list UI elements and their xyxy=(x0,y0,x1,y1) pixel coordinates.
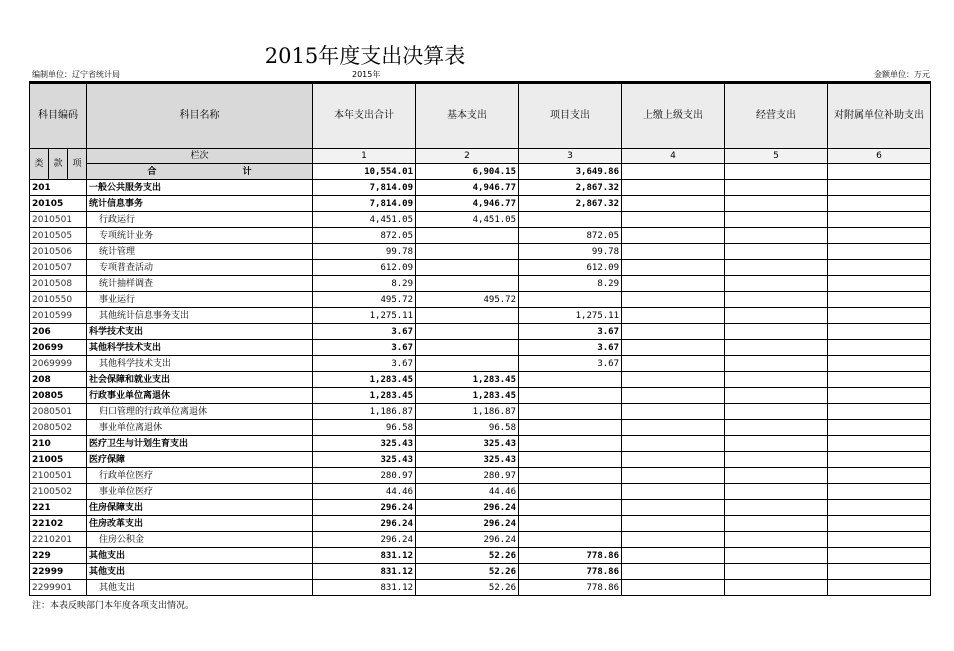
row-name: 科学技术支出 xyxy=(87,324,313,340)
row-total: 325.43 xyxy=(313,452,416,468)
row-total: 612.09 xyxy=(313,260,416,276)
row-project xyxy=(519,292,622,308)
row-business xyxy=(725,452,828,468)
table-row xyxy=(30,244,931,260)
table-row xyxy=(30,452,931,468)
prepared-by-label: 编制单位：辽宁省统计局 xyxy=(32,70,120,79)
row-business xyxy=(725,228,828,244)
row-subsidy xyxy=(828,244,931,260)
row-name: 住房改革支出 xyxy=(87,516,313,532)
row-business xyxy=(725,500,828,516)
row-name: 行政运行 xyxy=(87,212,313,228)
table-row xyxy=(30,420,931,436)
row-business xyxy=(725,260,828,276)
row-total: 325.43 xyxy=(313,436,416,452)
row-name: 专项普查活动 xyxy=(87,260,313,276)
header-code: 科目编码 xyxy=(30,83,87,149)
row-basic: 52.26 xyxy=(416,580,519,596)
row-business xyxy=(725,436,828,452)
row-code: 2010505 xyxy=(30,228,87,244)
row-upper xyxy=(622,212,725,228)
header-subsidy: 对附属单位补助支出 xyxy=(828,83,931,149)
row-business xyxy=(725,324,828,340)
row-basic xyxy=(416,244,519,260)
row-name: 专项统计业务 xyxy=(87,228,313,244)
row-business xyxy=(725,292,828,308)
row-total: 7,814.09 xyxy=(313,196,416,212)
row-project: 872.05 xyxy=(519,228,622,244)
row-business xyxy=(725,420,828,436)
row-name: 事业单位医疗 xyxy=(87,484,313,500)
row-subsidy xyxy=(828,500,931,516)
row-code: 2010599 xyxy=(30,308,87,324)
table-row xyxy=(30,196,931,212)
row-upper xyxy=(622,196,725,212)
row-basic: 52.26 xyxy=(416,564,519,580)
row-business xyxy=(725,484,828,500)
row-upper xyxy=(622,404,725,420)
row-project xyxy=(519,500,622,516)
row-subsidy xyxy=(828,324,931,340)
row-name: 其他支出 xyxy=(87,564,313,580)
row-name: 行政事业单位离退休 xyxy=(87,388,313,404)
row-subsidy xyxy=(828,292,931,308)
row-business xyxy=(725,548,828,564)
row-business xyxy=(725,308,828,324)
row-upper xyxy=(622,436,725,452)
row-project: 3.67 xyxy=(519,356,622,372)
row-name: 归口管理的行政单位离退休 xyxy=(87,404,313,420)
row-upper xyxy=(622,372,725,388)
row-name: 住房公积金 xyxy=(87,532,313,548)
row-code: 20105 xyxy=(30,196,87,212)
row-basic xyxy=(416,260,519,276)
row-subsidy xyxy=(828,484,931,500)
row-name: 住房保障支出 xyxy=(87,500,313,516)
row-basic: 325.43 xyxy=(416,436,519,452)
header-business: 经营支出 xyxy=(725,83,828,149)
row-business xyxy=(725,372,828,388)
table-row xyxy=(30,308,931,324)
total-row xyxy=(30,164,931,180)
table-row xyxy=(30,324,931,340)
row-total: 44.46 xyxy=(313,484,416,500)
row-code: 201 xyxy=(30,180,87,196)
total-business xyxy=(725,164,828,180)
table-row xyxy=(30,356,931,372)
row-code: 2299901 xyxy=(30,580,87,596)
row-basic xyxy=(416,324,519,340)
row-name: 统计信息事务 xyxy=(87,196,313,212)
header-upper: 上缴上级支出 xyxy=(622,83,725,149)
row-total: 296.24 xyxy=(313,500,416,516)
row-project: 3.67 xyxy=(519,340,622,356)
row-upper xyxy=(622,420,725,436)
row-code: 20805 xyxy=(30,388,87,404)
column-index-4: 4 xyxy=(622,149,725,164)
row-total: 831.12 xyxy=(313,564,416,580)
row-upper xyxy=(622,180,725,196)
row-code: 206 xyxy=(30,324,87,340)
table-row xyxy=(30,580,931,596)
row-project: 778.86 xyxy=(519,564,622,580)
row-subsidy xyxy=(828,228,931,244)
table-row xyxy=(30,404,931,420)
total-label-b: 计 xyxy=(242,166,252,177)
column-index-label: 栏次 xyxy=(87,149,313,164)
row-code: 2080502 xyxy=(30,420,87,436)
row-subsidy xyxy=(828,468,931,484)
column-index-1: 1 xyxy=(313,149,416,164)
row-subsidy xyxy=(828,420,931,436)
row-total: 872.05 xyxy=(313,228,416,244)
header-name: 科目名称 xyxy=(87,83,313,149)
table-row xyxy=(30,436,931,452)
row-code: 22102 xyxy=(30,516,87,532)
table-row xyxy=(30,468,931,484)
row-code: 2010506 xyxy=(30,244,87,260)
row-total: 8.29 xyxy=(313,276,416,292)
row-code: 2010501 xyxy=(30,212,87,228)
lei-label: 类 xyxy=(30,149,49,179)
table-row xyxy=(30,372,931,388)
row-total: 831.12 xyxy=(313,580,416,596)
row-subsidy xyxy=(828,276,931,292)
table-row xyxy=(30,340,931,356)
row-project: 3.67 xyxy=(519,324,622,340)
row-basic: 296.24 xyxy=(416,516,519,532)
row-subsidy xyxy=(828,372,931,388)
row-name: 医疗卫生与计划生育支出 xyxy=(87,436,313,452)
row-basic: 296.24 xyxy=(416,500,519,516)
row-total: 3.67 xyxy=(313,324,416,340)
table-row xyxy=(30,484,931,500)
row-basic: 1,283.45 xyxy=(416,372,519,388)
row-total: 495.72 xyxy=(313,292,416,308)
row-project: 612.09 xyxy=(519,260,622,276)
row-code: 2100502 xyxy=(30,484,87,500)
row-name: 其他支出 xyxy=(87,548,313,564)
row-upper xyxy=(622,500,725,516)
row-subsidy xyxy=(828,580,931,596)
row-business xyxy=(725,516,828,532)
row-subsidy xyxy=(828,308,931,324)
row-code: 21005 xyxy=(30,452,87,468)
row-total: 99.78 xyxy=(313,244,416,260)
row-subsidy xyxy=(828,212,931,228)
row-upper xyxy=(622,580,725,596)
row-upper xyxy=(622,228,725,244)
row-business xyxy=(725,276,828,292)
row-project: 778.86 xyxy=(519,580,622,596)
row-name: 事业单位离退休 xyxy=(87,420,313,436)
row-subsidy xyxy=(828,548,931,564)
footnote: 注：本表反映部门本年度各项支出情况。 xyxy=(32,601,195,611)
row-code: 210 xyxy=(30,436,87,452)
row-business xyxy=(725,564,828,580)
row-upper xyxy=(622,532,725,548)
row-basic: 96.58 xyxy=(416,420,519,436)
row-code: 208 xyxy=(30,372,87,388)
table-row xyxy=(30,516,931,532)
total-project: 3,649.86 xyxy=(519,164,622,180)
row-business xyxy=(725,532,828,548)
row-name: 其他科学技术支出 xyxy=(87,340,313,356)
amount-unit-label: 金额单位：万元 xyxy=(874,70,930,79)
column-index-6: 6 xyxy=(828,149,931,164)
row-upper xyxy=(622,324,725,340)
row-subsidy xyxy=(828,260,931,276)
table-row xyxy=(30,180,931,196)
row-basic xyxy=(416,276,519,292)
row-total: 280.97 xyxy=(313,468,416,484)
column-index-5: 5 xyxy=(725,149,828,164)
row-business xyxy=(725,212,828,228)
header-total: 本年支出合计 xyxy=(313,83,416,149)
row-upper xyxy=(622,388,725,404)
row-subsidy xyxy=(828,180,931,196)
row-name: 行政单位医疗 xyxy=(87,468,313,484)
row-code: 2069999 xyxy=(30,356,87,372)
row-upper xyxy=(622,452,725,468)
row-subsidy xyxy=(828,564,931,580)
row-project: 2,867.32 xyxy=(519,180,622,196)
row-basic xyxy=(416,308,519,324)
row-basic: 1,283.45 xyxy=(416,388,519,404)
row-upper xyxy=(622,484,725,500)
table-row xyxy=(30,548,931,564)
row-name: 医疗保障 xyxy=(87,452,313,468)
row-subsidy xyxy=(828,452,931,468)
row-business xyxy=(725,244,828,260)
row-project xyxy=(519,420,622,436)
row-basic: 325.43 xyxy=(416,452,519,468)
row-code: 229 xyxy=(30,548,87,564)
row-upper xyxy=(622,244,725,260)
kuan-label: 款 xyxy=(49,149,68,179)
row-upper xyxy=(622,308,725,324)
row-code: 2010508 xyxy=(30,276,87,292)
row-subsidy xyxy=(828,356,931,372)
row-total: 1,283.45 xyxy=(313,388,416,404)
xiang-label: 项 xyxy=(72,159,82,169)
row-total: 1,283.45 xyxy=(313,372,416,388)
row-total: 3.67 xyxy=(313,340,416,356)
row-code: 2010550 xyxy=(30,292,87,308)
row-project: 2,867.32 xyxy=(519,196,622,212)
row-name: 社会保障和就业支出 xyxy=(87,372,313,388)
row-business xyxy=(725,468,828,484)
row-business xyxy=(725,340,828,356)
row-subsidy xyxy=(828,404,931,420)
row-project xyxy=(519,516,622,532)
row-project xyxy=(519,388,622,404)
code-level-header xyxy=(30,149,87,180)
table-row xyxy=(30,388,931,404)
expenditure-table xyxy=(29,81,931,596)
row-code: 20699 xyxy=(30,340,87,356)
row-code: 2100501 xyxy=(30,468,87,484)
table-row xyxy=(30,564,931,580)
row-code: 2010507 xyxy=(30,260,87,276)
row-upper xyxy=(622,548,725,564)
table-row xyxy=(30,276,931,292)
row-name: 其他统计信息事务支出 xyxy=(87,308,313,324)
row-project: 99.78 xyxy=(519,244,622,260)
row-name: 其他支出 xyxy=(87,580,313,596)
row-basic: 44.46 xyxy=(416,484,519,500)
page-title: 2015年度支出决算表 xyxy=(264,44,466,68)
row-total: 4,451.05 xyxy=(313,212,416,228)
header-basic: 基本支出 xyxy=(416,83,519,149)
total-label-a: 合 xyxy=(147,166,157,177)
row-basic: 4,946.77 xyxy=(416,196,519,212)
row-basic: 4,451.05 xyxy=(416,212,519,228)
row-project xyxy=(519,372,622,388)
row-basic xyxy=(416,340,519,356)
row-upper xyxy=(622,276,725,292)
row-basic xyxy=(416,356,519,372)
row-total: 831.12 xyxy=(313,548,416,564)
table-row xyxy=(30,260,931,276)
row-project xyxy=(519,212,622,228)
row-business xyxy=(725,404,828,420)
row-project: 8.29 xyxy=(519,276,622,292)
row-business xyxy=(725,580,828,596)
row-business xyxy=(725,388,828,404)
table-row xyxy=(30,212,931,228)
row-total: 3.67 xyxy=(313,356,416,372)
row-business xyxy=(725,356,828,372)
row-basic: 4,946.77 xyxy=(416,180,519,196)
row-upper xyxy=(622,260,725,276)
total-sum: 10,554.01 xyxy=(313,164,416,180)
table-body xyxy=(30,180,931,596)
row-upper xyxy=(622,516,725,532)
total-label xyxy=(87,164,313,180)
table-row xyxy=(30,228,931,244)
total-upper xyxy=(622,164,725,180)
row-basic: 280.97 xyxy=(416,468,519,484)
row-basic: 52.26 xyxy=(416,548,519,564)
total-basic: 6,904.15 xyxy=(416,164,519,180)
row-project: 778.86 xyxy=(519,548,622,564)
row-upper xyxy=(622,564,725,580)
row-project xyxy=(519,484,622,500)
row-basic xyxy=(416,228,519,244)
row-code: 2210201 xyxy=(30,532,87,548)
row-name: 事业运行 xyxy=(87,292,313,308)
row-subsidy xyxy=(828,516,931,532)
row-project xyxy=(519,452,622,468)
table-row xyxy=(30,292,931,308)
row-upper xyxy=(622,340,725,356)
row-upper xyxy=(622,468,725,484)
year-label: 2015年 xyxy=(352,70,381,79)
row-subsidy xyxy=(828,388,931,404)
row-project: 1,275.11 xyxy=(519,308,622,324)
row-basic: 495.72 xyxy=(416,292,519,308)
column-index-2: 2 xyxy=(416,149,519,164)
row-code: 221 xyxy=(30,500,87,516)
row-name: 统计管理 xyxy=(87,244,313,260)
row-project xyxy=(519,532,622,548)
row-basic: 1,186.87 xyxy=(416,404,519,420)
row-subsidy xyxy=(828,532,931,548)
row-total: 296.24 xyxy=(313,532,416,548)
row-total: 1,186.87 xyxy=(313,404,416,420)
header-project: 项目支出 xyxy=(519,83,622,149)
row-project xyxy=(519,404,622,420)
row-name: 统计抽样调查 xyxy=(87,276,313,292)
row-upper xyxy=(622,292,725,308)
row-total: 296.24 xyxy=(313,516,416,532)
row-name: 其他科学技术支出 xyxy=(87,356,313,372)
row-business xyxy=(725,180,828,196)
row-total: 7,814.09 xyxy=(313,180,416,196)
row-project xyxy=(519,468,622,484)
row-upper xyxy=(622,356,725,372)
row-name: 一般公共服务支出 xyxy=(87,180,313,196)
row-code: 2080501 xyxy=(30,404,87,420)
row-basic: 296.24 xyxy=(416,532,519,548)
table-row xyxy=(30,532,931,548)
row-subsidy xyxy=(828,436,931,452)
row-total: 1,275.11 xyxy=(313,308,416,324)
column-index-3: 3 xyxy=(519,149,622,164)
row-subsidy xyxy=(828,340,931,356)
row-total: 96.58 xyxy=(313,420,416,436)
row-subsidy xyxy=(828,196,931,212)
row-code: 22999 xyxy=(30,564,87,580)
row-project xyxy=(519,436,622,452)
total-subsidy xyxy=(828,164,931,180)
row-business xyxy=(725,196,828,212)
table-row xyxy=(30,500,931,516)
